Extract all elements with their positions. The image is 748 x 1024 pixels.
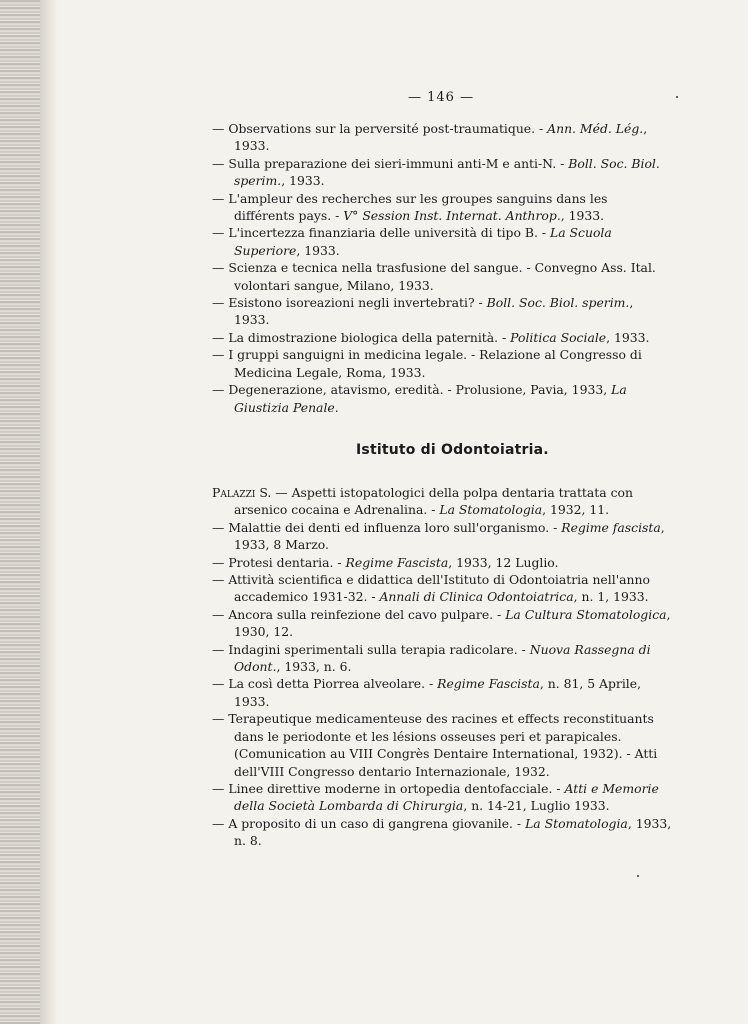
binding-shadow [40,0,58,1024]
list-item: — Ancora sulla reinfezione del cavo pulpare. - La Cultura Stomatologica, 1930, 12. [212,606,671,640]
list-item: — Terapeutique medicamenteuse des racines et effects reconstituants dans le periodonte et les lésions osseuses peri et parapicales. (Comunication au VIII Congrès Dentaire International, 1932). - Atti dell'VIII Congresso dentario Internazionale, 1932. [212,711,658,779]
list-item: — Scienza e tecnica nella trasfusione del sangue. - Convegno Ass. Ital. volontari sangue, Milano, 1933. [212,260,656,293]
list-item: — L'ampleur des recherches sur les groupes sanguins dans les différents pays. - V° Session Inst. Internat. Anthrop., 1933. [212,190,608,224]
list-item: — Attività scientifica e didattica dell'Istituto di Odontoiatria nell'anno accademico 1931-32. - Annali di Clinica Odontoiatrica, n. 1, 1933. [212,572,650,605]
list-item: — L'incertezza finanziaria delle università di tipo B. - La Scuola Superiore, 1933. [212,225,612,258]
book-binding-edge [0,0,40,1024]
list-item: — Protesi dentaria. - Regime Fascista, 1933, 12 Luglio. [212,554,559,570]
bibliography-list-1 [212,120,672,416]
list-item: — Indagini sperimentali sulla terapia radicolare. - Nuova Rassegna di Odont., 1933, n. 6. [212,641,651,675]
list-item: — La dimostrazione biologica della paternità. - Politica Sociale, 1933. [212,329,650,345]
scan-speck [676,96,678,98]
author-name: Palazzi S. [212,485,272,500]
list-item: Palazzi S. — Aspetti istopatologici della polpa dentaria trattata con arsenico cocaina e Adrenalina. - La Stomatologia, 1932, 11. [212,485,633,518]
list-item: — Observations sur la perversité post-traumatique. - Ann. Méd. Lég., 1933. [212,121,648,154]
list-item: — Malattie dei denti ed influenza loro sull'organismo. - Regime fascista, 1933, 8 Marzo. [212,519,665,553]
list-item: — I gruppi sanguigni in medicina legale. - Relazione al Congresso di Medicina Legale, Roma, 1933. [212,347,642,380]
list-item: — Sulla preparazione dei sieri-immuni anti-M e anti-N. - Boll. Soc. Biol. sperim., 1933. [212,155,660,189]
page-number: — 146 — [408,90,475,105]
list-item: — Esistono isoreazioni negli invertebrati? - Boll. Soc. Biol. sperim., 1933. [212,295,634,328]
list-item: — La così detta Piorrea alveolare. - Regime Fascista, n. 81, 5 Aprile, 1933. [212,676,642,709]
list-item: — Linee direttive moderne in ortopedia dentofacciale. - Atti e Memorie della Società Lombarda di Chirurgia, n. 14-21, Luglio 1933. [212,780,659,814]
section-heading: Istituto di Odontoiatria. [356,442,549,458]
list-item: — Degenerazione, atavismo, eredità. - Prolusione, Pavia, 1933, La Giustizia Penale. [212,382,627,415]
scan-speck [637,875,639,877]
bibliography-list-2 [212,484,672,850]
list-item: — A proposito di un caso di gangrena giovanile. - La Stomatologia, 1933, n. 8. [212,815,672,849]
